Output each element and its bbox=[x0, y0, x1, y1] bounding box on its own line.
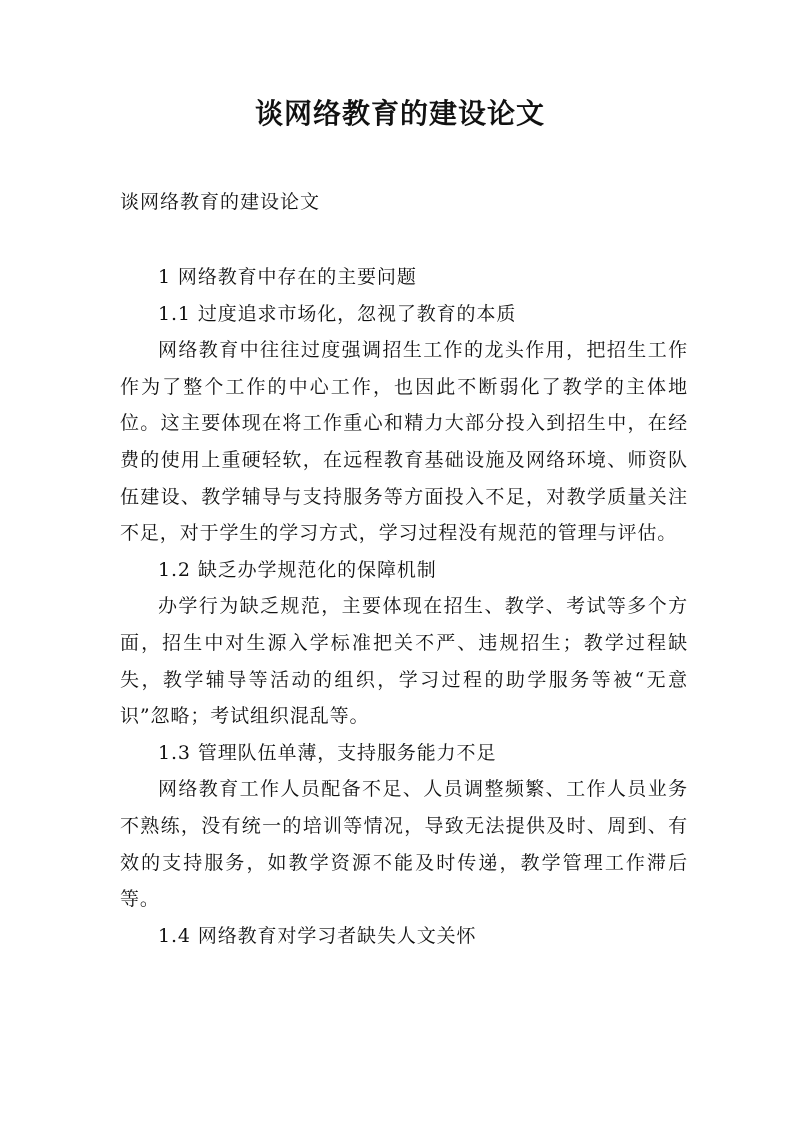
paragraph-1-1: 网络教育中往往过度强调招生工作的龙头作用，把招生工作作为了整个工作的中心工作，也因此不断弱化了教学的主体地位。这主要体现在将工作重心和精力大部分投入到招生中，在经费的使用上重硬轻软，在远程教育基础设施及网络环境、师资队伍建设、教学辅导与支持服务等方面投入不足，对教学质量关注不足，对于学生的学习方式，学习过程没有规范的管理与评估。 bbox=[120, 339, 688, 545]
document-body bbox=[120, 259, 688, 954]
section-heading-1-1: 1.1 过度追求市场化，忽视了教育的本质 bbox=[158, 302, 517, 325]
paragraph-1-3: 网络教育工作人员配备不足、人员调整频繁、工作人员业务不熟练，没有统一的培训等情况，导致无法提供及时、周到、有效的支持服务，如教学资源不能及时传递，教学管理工作滞后等。 bbox=[120, 778, 688, 911]
document-title: 谈网络教育的建设论文 bbox=[254, 97, 545, 130]
paragraph-1-2: 办学行为缺乏规范，主要体现在招生、教学、考试等多个方面，招生中对生源入学标准把关不严、违规招生；教学过程缺失，教学辅导等活动的组织，学习过程的助学服务等被“无意识”忽略；考试组织混乱等。 bbox=[120, 595, 688, 728]
section-heading-1-2: 1.2 缺乏办学规范化的保障机制 bbox=[158, 558, 437, 581]
section-heading-1-4: 1.4 网络教育对学习者缺失人文关怀 bbox=[158, 924, 477, 947]
document-subtitle: 谈网络教育的建设论文 bbox=[120, 191, 321, 213]
section-heading-1: 1 网络教育中存在的主要问题 bbox=[158, 266, 417, 288]
section-heading-1-3: 1.3 管理队伍单薄，支持服务能力不足 bbox=[158, 741, 497, 764]
